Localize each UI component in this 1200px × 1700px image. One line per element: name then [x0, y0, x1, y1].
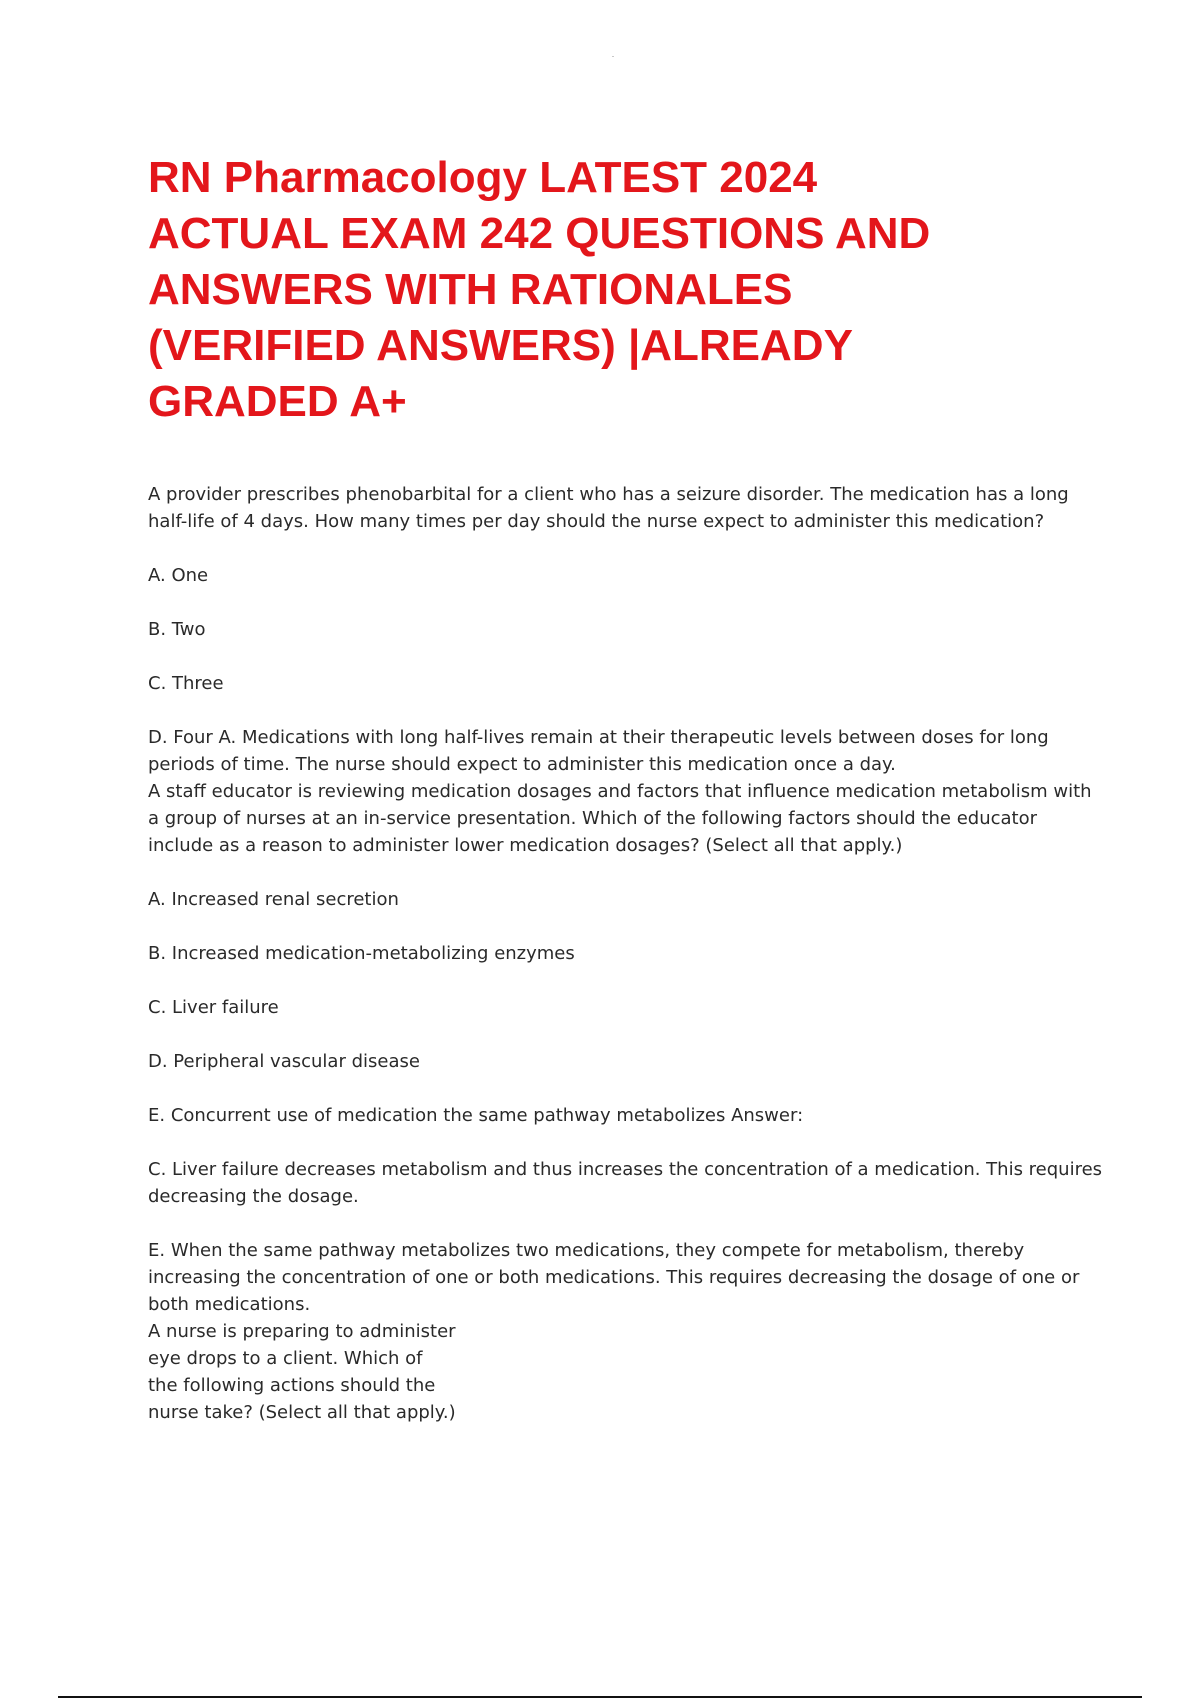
- q3-stem: [148, 1318, 1088, 1426]
- q1-option-a: A. One: [148, 565, 209, 586]
- q3-stem-line: the following actions should the: [148, 1375, 436, 1396]
- q2-rationale-c-line: C. Liver failure decreases metabolism and thus increases the concentration of a medication. This requires: [148, 1159, 1103, 1180]
- title-line: GRADED A+: [148, 377, 407, 426]
- q2-stem-line: A staff educator is reviewing medication dosages and factors that influence medication metabolism with: [148, 781, 1092, 802]
- q2-stem-line: include as a reason to administer lower medication dosages? (Select all that apply.): [148, 835, 903, 856]
- footer-divider: [58, 1696, 1142, 1698]
- title-line: ANSWERS WITH RATIONALES: [148, 265, 793, 314]
- q2-stem: [148, 778, 1092, 859]
- q1-option-b: B. Two: [148, 619, 206, 640]
- q3-stem-line: nurse take? (Select all that apply.): [148, 1402, 456, 1423]
- q2-rationale-c: [148, 1156, 1103, 1210]
- document-title: [148, 150, 1088, 430]
- q1-option-c: C. Three: [148, 673, 224, 694]
- scan-artifact: [612, 56, 614, 57]
- q1-stem-line: A provider prescribes phenobarbital for a client who has a seizure disorder. The medication has a long: [148, 484, 1069, 505]
- title-line: RN Pharmacology LATEST 2024: [148, 153, 818, 202]
- q1-option-d-rationale: [148, 724, 1088, 778]
- q2-option-b: B. Increased medication-metabolizing enzymes: [148, 943, 575, 964]
- q1-rationale-line: D. Four A. Medications with long half-lives remain at their therapeutic levels between doses for long: [148, 727, 1049, 748]
- q1-stem: [148, 481, 1088, 535]
- q2-rationale-e-line: both medications.: [148, 1294, 311, 1315]
- q2-option-a: A. Increased renal secretion: [148, 889, 399, 910]
- q1-stem-line: half-life of 4 days. How many times per day should the nurse expect to administer this medication?: [148, 511, 1045, 532]
- title-line: ACTUAL EXAM 242 QUESTIONS AND: [148, 209, 931, 258]
- q2-rationale-e-line: increasing the concentration of one or both medications. This requires decreasing the dosage of one or: [148, 1267, 1080, 1288]
- title-line: (VERIFIED ANSWERS) |ALREADY: [148, 321, 853, 370]
- q2-stem-line: a group of nurses at an in-service presentation. Which of the following factors should the educator: [148, 808, 1038, 829]
- q3-stem-line: eye drops to a client. Which of: [148, 1348, 423, 1369]
- q2-option-d: D. Peripheral vascular disease: [148, 1051, 420, 1072]
- q2-rationale-e-line: E. When the same pathway metabolizes two medications, they compete for metabolism, thereby: [148, 1240, 1025, 1261]
- q2-option-c: C. Liver failure: [148, 997, 279, 1018]
- q2-option-e-answer: E. Concurrent use of medication the same pathway metabolizes Answer:: [148, 1105, 804, 1126]
- q1-rationale-line: periods of time. The nurse should expect to administer this medication once a day.: [148, 754, 896, 775]
- q3-stem-line: A nurse is preparing to administer: [148, 1321, 456, 1342]
- q2-rationale-c-line: decreasing the dosage.: [148, 1186, 359, 1207]
- q2-rationale-e: [148, 1237, 1088, 1318]
